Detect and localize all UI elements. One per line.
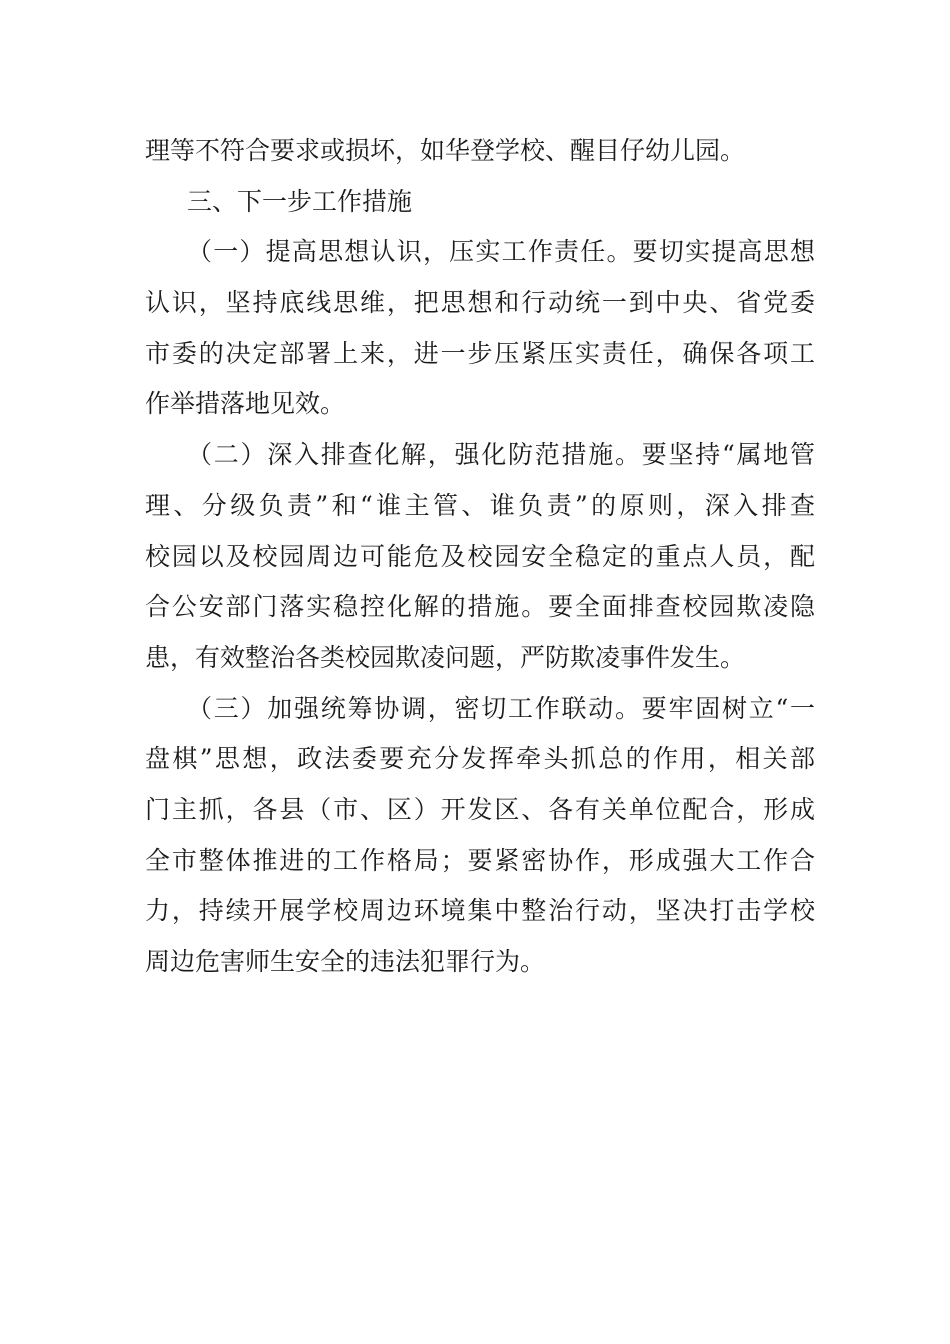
text-line: 认识，坚持底线思维，把思想和行动统一到中央、省党委 [145,288,815,318]
text-line: 合公安部门落实稳控化解的措施。要全面排查校园欺凌隐 [145,592,815,622]
text-line: 患，有效整治各类校园欺凌问题，严防欺凌事件发生。 [145,642,746,672]
text-line: 力，持续开展学校周边环境集中整治行动，坚决打击学校 [145,896,815,926]
text-line: （二）深入排查化解，强化防范措施。要坚持“属地管 [187,440,815,470]
text-line: 门主抓，各县（市、区）开发区、各有关单位配合，形成 [145,794,815,824]
text-line: 市委的决定部署上来，进一步压紧压实责任，确保各项工 [145,338,815,368]
text-line: 周边危害师生安全的违法犯罪行为。 [145,947,546,976]
text-line: 理、分级负责”和“谁主管、谁负责”的原则，深入排查 [145,490,815,520]
text-line: 理等不符合要求或损坏，如华登学校、醒目仔幼儿园。 [145,136,746,165]
text-line: 全市整体推进的工作格局；要紧密协作，形成强大工作合 [145,845,815,875]
text-line: （一）提高思想认识，压实工作责任。要切实提高思想 [187,237,815,267]
text-line: 盘棋”思想，政法委要充分发挥牵头抓总的作用，相关部 [145,744,815,774]
text-line: （三）加强统筹协调，密切工作联动。要牢固树立“一 [187,693,815,723]
text-line: 校园以及校园周边可能危及校园安全稳定的重点人员，配 [145,541,815,571]
text-line: 作举措落地见效。 [145,389,346,419]
document-body [145,126,815,988]
section-heading: 三、下一步工作措施 [187,186,413,216]
